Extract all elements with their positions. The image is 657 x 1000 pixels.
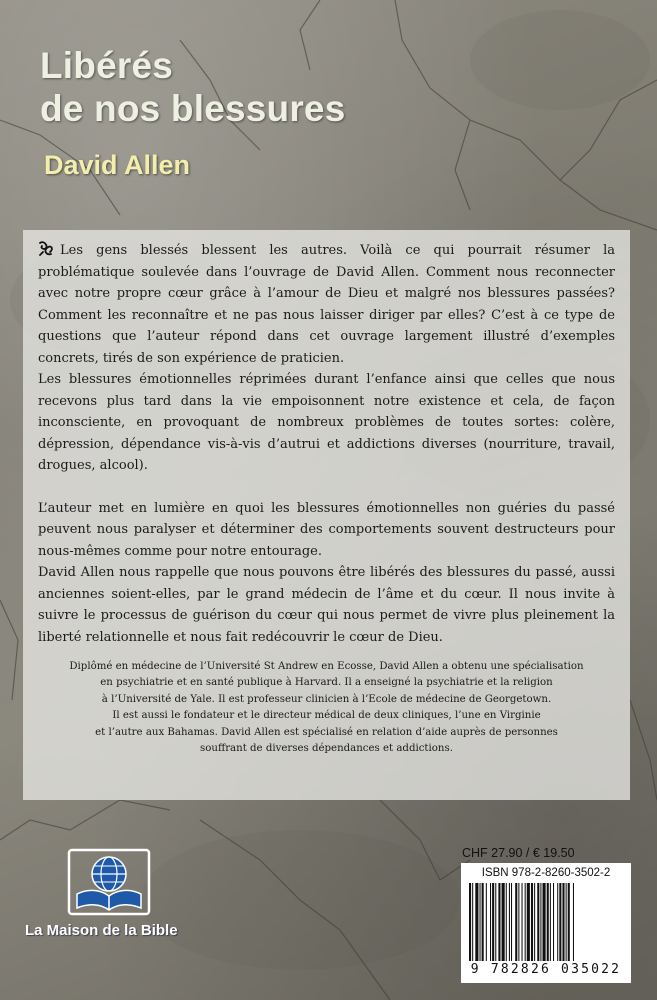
ornament-icon xyxy=(38,240,56,256)
author-name: David Allen xyxy=(44,150,191,180)
barcode-bar xyxy=(480,883,481,961)
barcode-bar xyxy=(472,883,473,961)
barcode-bar xyxy=(515,883,517,961)
text-panel xyxy=(23,230,630,800)
barcode-bar xyxy=(562,883,564,961)
barcode-bar xyxy=(537,883,539,961)
blurb-paragraph-3: L’auteur met en lumière en quoi les blessures émotionnelles non guéries du passé peuvent nous paralyser et déterminer des comportements souvent destructeurs pour nous-mêmes comme pour notre entourage. xyxy=(38,500,615,559)
barcode-bar xyxy=(540,883,541,961)
barcode-digits: 9 782826 035022 xyxy=(470,962,622,977)
barcode-bar xyxy=(543,883,546,961)
bio-line: en psychiatrie et en santé publique à Harvard. Il a enseigné la psychiatrie et la religion xyxy=(100,677,553,689)
author-bio xyxy=(38,659,615,757)
barcode-bar xyxy=(568,883,570,961)
barcode xyxy=(467,883,625,961)
barcode-bar xyxy=(559,883,561,961)
barcode-bar xyxy=(511,883,512,961)
blurb-paragraph-2: Les blessures émotionnelles réprimées durant l’enfance ainsi que celles que nous recevons plus tard dans la vie empoisonnent notre existence et cela, de façon inconsciente, en provoquant de nombreux problèmes de toutes sortes: colère, dépression, dépendance vis-à-vis d’autrui et addictions diverses (nourriture, travail, drogues, alcool). xyxy=(38,372,615,473)
blurb-paragraph-1 xyxy=(38,240,615,369)
barcode-bar xyxy=(566,883,567,961)
isbn-label: ISBN 978-2-8260-3502-2 xyxy=(481,867,611,879)
barcode-bar xyxy=(522,883,523,961)
blurb-paragraph-4: David Allen nous rappelle que nous pouvons être libérés des blessures du passé, aussi anciennes soient-elles, par le grand médecin de l’âme et du cœur. Il nous invite à suivre le processus de guérison du cœur qui nous permet de vivre plus pleinement la liberté relationnelle et nous fait redécouvrir le cœur de Dieu. xyxy=(38,565,615,645)
barcode-bar xyxy=(547,883,549,961)
barcode-bar xyxy=(509,883,510,961)
bio-line: souffrant de diverses dépendances et addictions. xyxy=(200,743,453,755)
book-title-line2: de nos blessures xyxy=(40,88,346,129)
book-title-line1: Libérés xyxy=(40,45,174,86)
barcode-bar xyxy=(486,883,487,961)
barcode-bar xyxy=(498,883,500,961)
barcode-bar xyxy=(506,883,507,961)
blurb-paragraph-1-text: Les gens blessés blessent les autres. Voilà ce qui pourrait résumer la problématique soulevée dans l’ouvrage de David Allen. Comment nous reconnecter avec notre propre cœur grâce à l’amour de Dieu et malgré nos blessures passées? Comment les reconnaître et ne pas nous laisser diriger par elles? C’est à ce type de questions que l’auteur répond dans cet ouvrage largement illustré d’exemples concrets, tirés de son expérience de praticien. xyxy=(38,243,615,366)
barcode-bar xyxy=(531,883,533,961)
barcode-bar xyxy=(557,883,558,961)
price-label: CHF 27.90 / € 19.50 xyxy=(462,846,575,860)
barcode-bar xyxy=(490,883,491,961)
barcode-bar xyxy=(492,883,494,961)
book-title xyxy=(40,44,346,130)
barcode-bar xyxy=(553,883,554,961)
barcode-bar xyxy=(518,883,519,961)
bio-line: Il est aussi le fondateur et le directeur médical de deux cliniques, l’une en Virginie xyxy=(112,710,541,722)
publisher-name: La Maison de la Bible xyxy=(25,922,178,939)
globe-and-book-icon xyxy=(63,848,155,916)
barcode-bar xyxy=(527,883,530,961)
bio-line: à l’Université de Yale. Il est professeur clinicien à l’Ecole de médecine de Georgetown. xyxy=(101,693,552,705)
barcode-bar xyxy=(550,883,551,961)
bio-line: et l’autre aux Bahamas. David Allen est spécialisé en relation d’aide auprès de personnes xyxy=(95,726,558,738)
barcode-bar xyxy=(525,883,526,961)
barcode-bar xyxy=(573,883,574,961)
bio-line: Diplômé en médecine de l’Université St Andrew en Ecosse, David Allen a obtenu une spécialisation xyxy=(69,661,584,672)
blurb xyxy=(38,240,615,648)
barcode-bar xyxy=(469,883,471,961)
barcode-bar xyxy=(534,883,535,961)
barcode-bar xyxy=(482,883,484,961)
barcode-bar xyxy=(502,883,505,961)
barcode-bar xyxy=(495,883,496,961)
publisher-logo-block xyxy=(25,848,185,958)
barcode-box xyxy=(461,863,631,983)
barcode-bar xyxy=(475,883,478,961)
